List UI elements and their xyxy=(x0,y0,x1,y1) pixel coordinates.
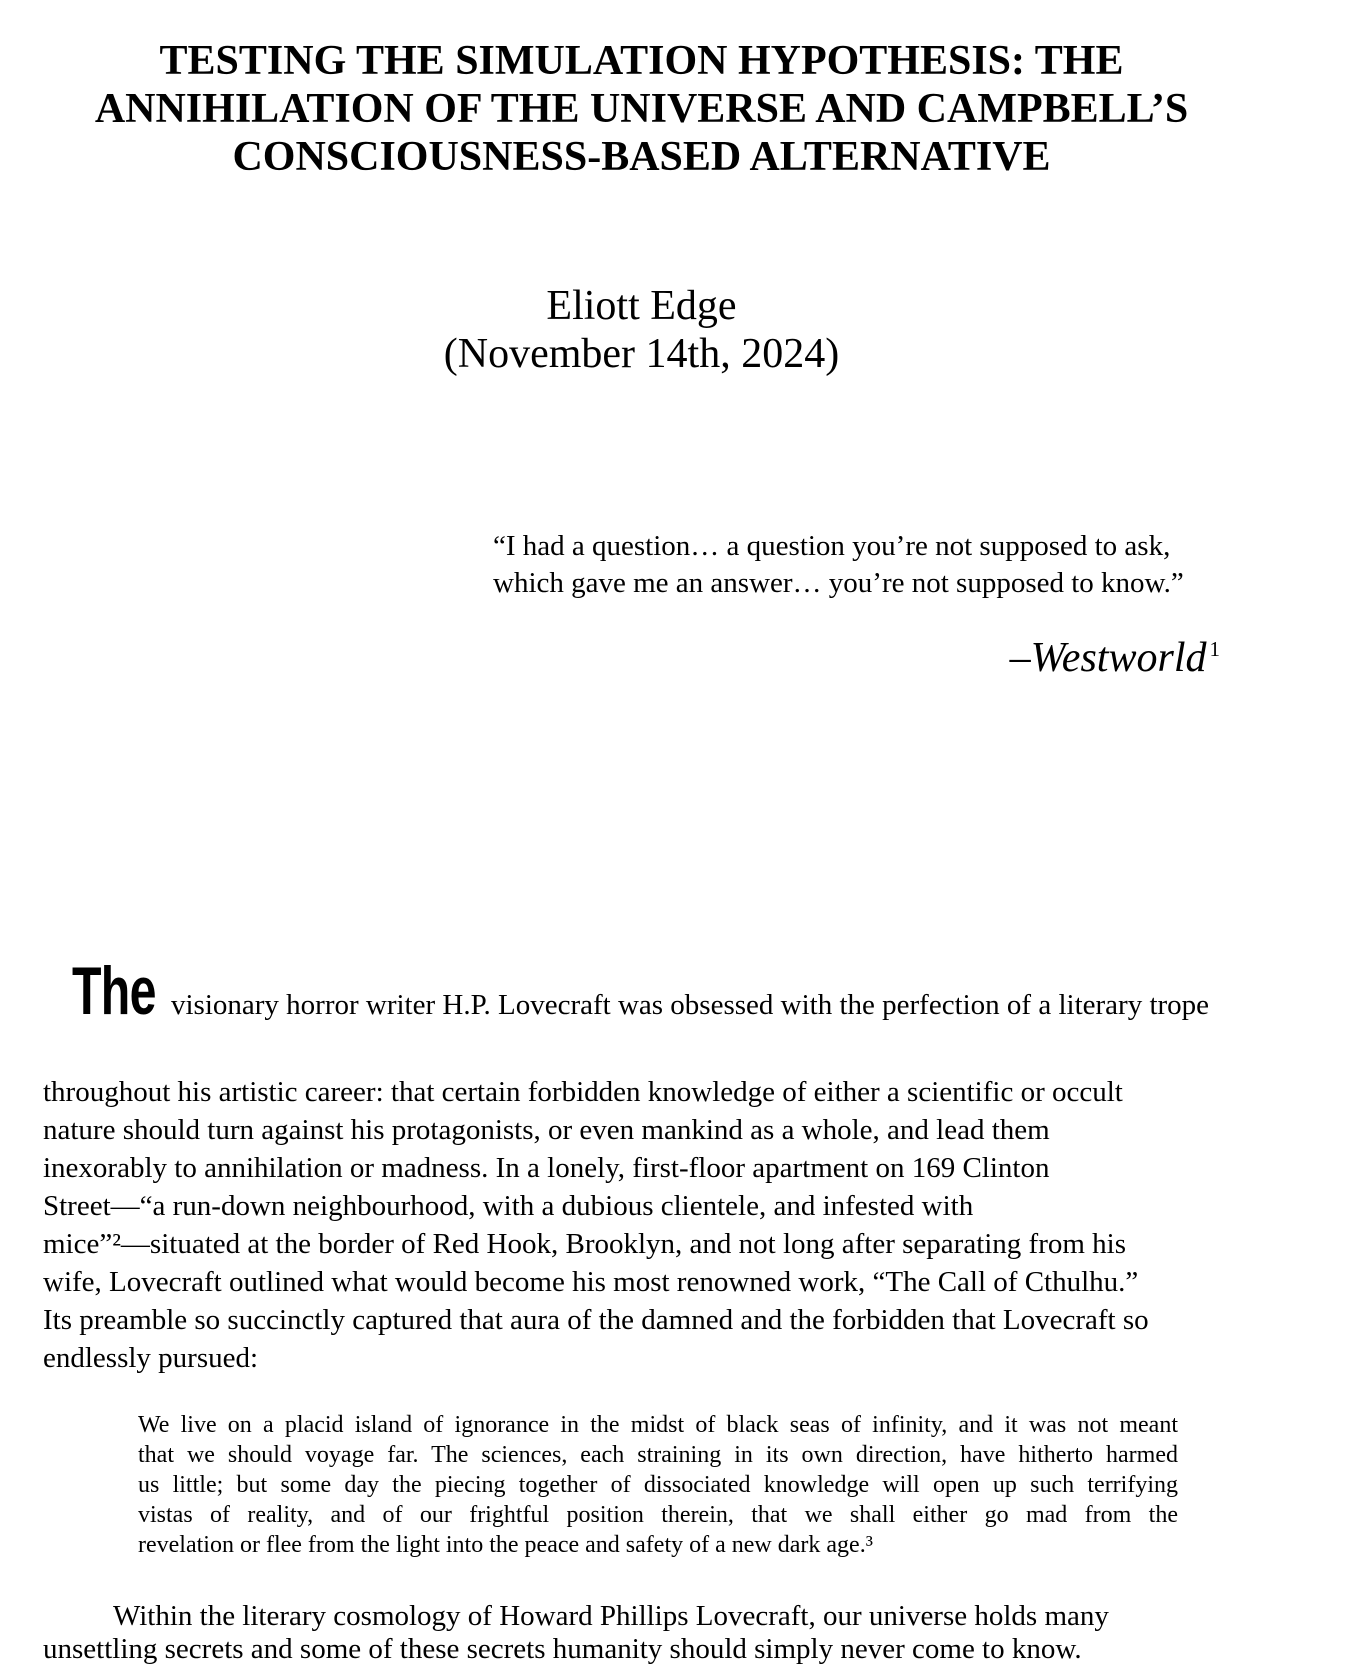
opening-paragraph-first-line xyxy=(43,924,1240,1073)
page-title-line: TESTING THE SIMULATION HYPOTHESIS: THE xyxy=(159,38,1124,84)
page-title-line: ANNIHILATION OF THE UNIVERSE AND CAMPBELL’S xyxy=(94,86,1189,132)
closing-paragraph xyxy=(43,1600,1240,1666)
footnote-marker-1: 1 xyxy=(1209,637,1220,661)
blockquote-line: revelation or flee from the light into the peace and safety of a new dark age.³ xyxy=(138,1532,873,1558)
document-page xyxy=(0,37,1366,1665)
byline-block xyxy=(43,282,1240,378)
epigraph-line: which gave me an answer… you’re not supposed to know.” xyxy=(493,567,1184,599)
blockquote-line: that we should voyage far. The sciences, each straining in its own direction, have hitherto harmed xyxy=(138,1442,1178,1468)
page-title-line: CONSCIOUSNESS-BASED ALTERNATIVE xyxy=(232,134,1051,180)
publication-date: (November 14th, 2024) xyxy=(443,331,840,377)
closing-paragraph-line: unsettling secrets and some of these secrets humanity should simply never come to know. xyxy=(43,1633,1082,1665)
drop-cap-word: The xyxy=(72,953,156,1029)
epigraph-quote xyxy=(493,528,1240,602)
opening-paragraph-line: endlessly pursued: xyxy=(43,1342,259,1374)
blockquote-line: vistas of reality, and of our frightful position therein, that we shall either go mad from the xyxy=(138,1502,1178,1528)
lovecraft-blockquote xyxy=(138,1410,1178,1560)
opening-paragraph-line: nature should turn against his protagonists, or even mankind as a whole, and lead them xyxy=(43,1114,1050,1146)
opening-paragraph-line: mice”²—situated at the border of Red Hook, Brooklyn, and not long after separating from his xyxy=(43,1228,1127,1260)
opening-paragraph-line: inexorably to annihilation or madness. In a lonely, first-floor apartment on 169 Clinton xyxy=(43,1152,1050,1184)
epigraph-attribution-text: –Westworld xyxy=(1009,635,1207,681)
opening-paragraph xyxy=(43,1073,1240,1377)
closing-paragraph-line: Within the literary cosmology of Howard Phillips Lovecraft, our universe holds many xyxy=(113,1600,1109,1632)
epigraph-attribution xyxy=(43,625,1240,682)
opening-paragraph-line: Its preamble so succinctly captured that aura of the damned and the forbidden that Lovecraft so xyxy=(43,1304,1149,1336)
blockquote-line: We live on a placid island of ignorance in the midst of black seas of infinity, and it was not meant xyxy=(138,1412,1178,1438)
page-title xyxy=(43,37,1240,181)
opening-paragraph-line: throughout his artistic career: that certain forbidden knowledge of either a scientific or occult xyxy=(43,1076,1123,1108)
opening-paragraph-first-line-text: visionary horror writer H.P. Lovecraft was obsessed with the perfection of a literary trope xyxy=(171,989,1210,1021)
opening-paragraph-line: Street—“a run-down neighbourhood, with a dubious clientele, and infested with xyxy=(43,1190,974,1222)
epigraph-line: “I had a question… a question you’re not supposed to ask, xyxy=(493,530,1171,562)
author-name: Eliott Edge xyxy=(546,283,737,329)
opening-paragraph-line: wife, Lovecraft outlined what would become his most renowned work, “The Call of Cthulhu.” xyxy=(43,1266,1139,1298)
blockquote-line: us little; but some day the piecing together of dissociated knowledge will open up such terrifying xyxy=(138,1472,1178,1498)
